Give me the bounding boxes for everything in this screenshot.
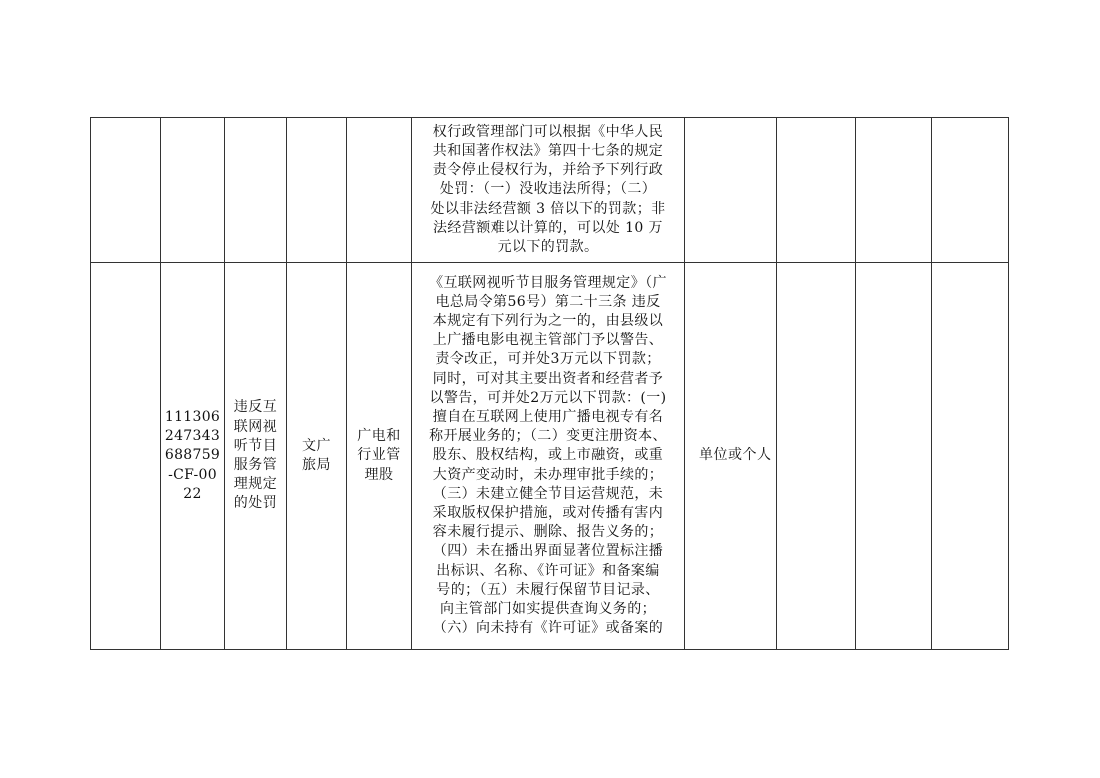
department-cell <box>287 118 347 263</box>
extra-cell-9 <box>932 118 1009 263</box>
extra-cell-8 <box>856 263 932 650</box>
department-cell: 文广 旅局 <box>287 263 347 650</box>
item-code-cell: 111306 247343 688759 -CF-00 22 <box>161 263 225 650</box>
extra-cell-7 <box>777 118 856 263</box>
blank-cell <box>91 118 161 263</box>
item-name-cell: 违反互 联网视 听节目 服务管 理规定 的处罚 <box>225 263 287 650</box>
extra-cell-8 <box>856 118 932 263</box>
extra-cell-7 <box>777 263 856 650</box>
legal-basis-cell: 权行政管理部门可以根据《中华人民 共和国著作权法》第四十七条的规定 责令停止侵权行为，并给予下列行政 处罚：（一）没收违法所得；（二） 处以非法经营额 3 倍以下的罚款；非 法经营额难以计算的，可以处 10 万 元以下的罚款。 <box>412 118 685 263</box>
extra-cell-9 <box>932 263 1009 650</box>
sub-department-cell: 广电和 行业管 理股 <box>347 263 412 650</box>
item-name-cell <box>225 118 287 263</box>
target-cell: 单位或个人 <box>685 263 777 650</box>
penalty-items-table <box>90 117 1009 650</box>
legal-basis-cell: 《互联网视听节目服务管理规定》（广 电总局令第56号）第二十三条 违反 本规定有下列行为之一的，由县级以 上广播电影电视主管部门予以警告、 责令改正，可并处3万元以下罚款； 同时，可对其主要出资者和经营者予 以警告，可并处2万元以下罚款：(一) 擅自在互联网上使用广播电视专有名 称开展业务的；（二）变更注册资本、 股东、股权结构，或上市融资，或重 大资产变动时，未办理审批手续的； （三）未建立健全节目运营规范，未 采取版权保护措施，或对传播有害内 容未履行提示、删除、报告义务的； （四）未在播出界面显著位置标注播 出标识、名称、《许可证》和备案编 号的；（五）未履行保留节目记录、 向主管部门如实提供查询义务的； （六）向未持有《许可证》或备案的 <box>412 263 685 650</box>
table-row <box>91 118 1009 263</box>
item-code-cell <box>161 118 225 263</box>
blank-cell <box>91 263 161 650</box>
sub-department-cell <box>347 118 412 263</box>
table-row <box>91 263 1009 650</box>
target-cell <box>685 118 777 263</box>
